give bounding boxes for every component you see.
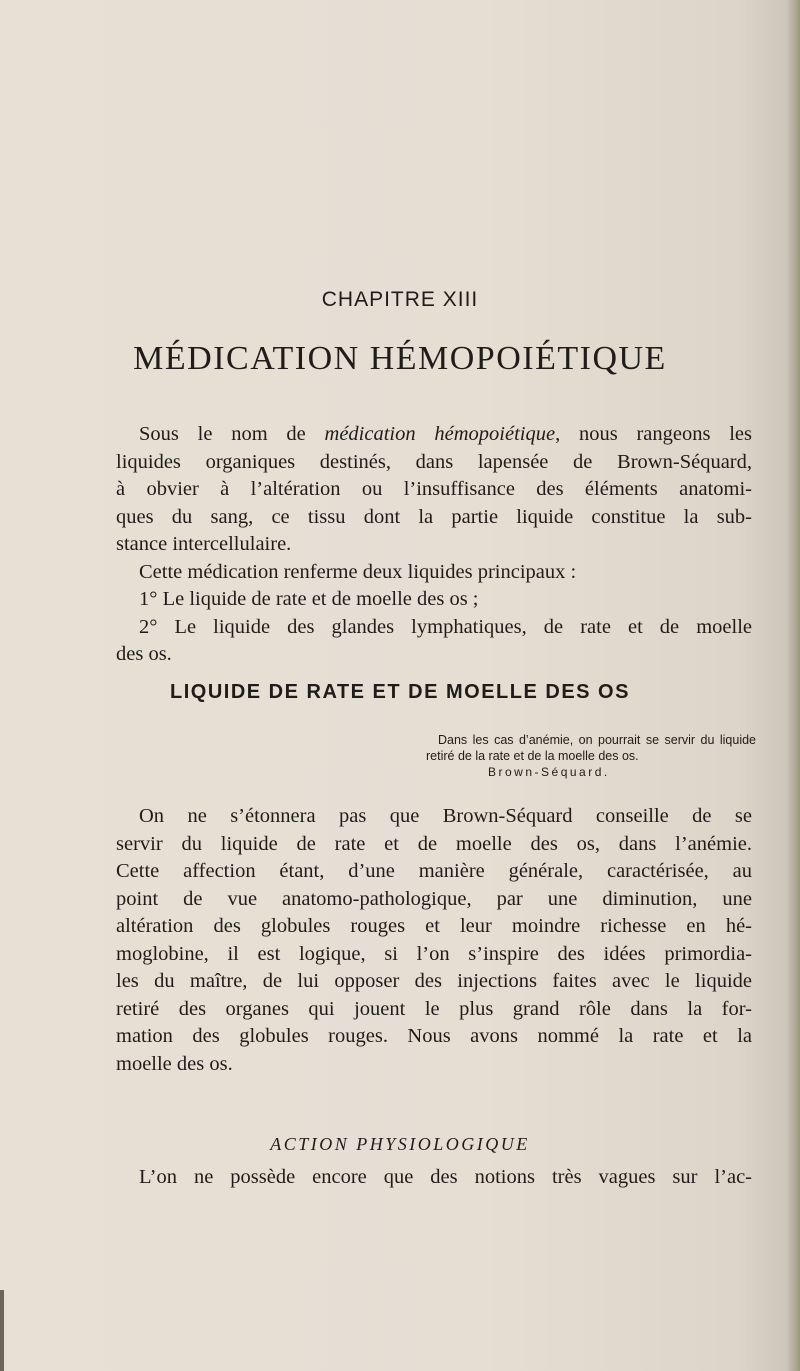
page-edge-mark	[0, 1290, 4, 1371]
body-text-continued	[116, 1164, 752, 1192]
section-title: LIQUIDE DE RATE ET DE MOELLE DES OS	[170, 681, 630, 703]
text-line: altération des globules rouges et leur moindre richesse en hé-	[116, 915, 752, 937]
list-item-1	[116, 586, 752, 614]
text-line: des os.	[116, 643, 172, 665]
text-line: moelle des os.	[116, 1052, 233, 1075]
text-line: Cette médication renferme deux liquides principaux :	[139, 560, 577, 583]
text-line: servir du liquide de rate et de moelle des os, dans l’anémie.	[116, 832, 752, 855]
epigraph	[426, 733, 756, 781]
text-line: L’on ne possède encore que des notions très vagues sur l’ac-	[139, 1166, 752, 1188]
text-line: mation des globules rouges. Nous avons nommé la rate et la	[116, 1025, 752, 1047]
text-line: à obvier à l’altération ou l’insuffisance des éléments anatomi-	[116, 478, 752, 500]
body-paragraph	[116, 1164, 752, 1192]
epigraph-quote: Dans les cas d’anémie, on pourrait se servir du liquide retiré de la rate et de la moelle des os.	[426, 733, 756, 763]
intro-paragraph	[116, 421, 752, 559]
text-line: 1° Le liquide de rate et de moelle des os ;	[139, 588, 479, 610]
text-line: 2° Le liquide des glandes lymphatiques, de rate et de moelle	[139, 615, 752, 638]
intro-paragraph-2	[116, 559, 752, 587]
text-line: Sous le nom de médication hémopoiétique, nous rangeons les	[139, 423, 752, 445]
body-paragraph	[116, 803, 752, 1078]
text-line: On ne s’étonnera pas que Brown-Séquard conseille de se	[139, 805, 752, 827]
subsection-title: ACTION PHYSIOLOGIQUE	[270, 1134, 530, 1154]
text-line: stance intercellulaire.	[116, 533, 292, 555]
text-line: ques du sang, ce tissu dont la partie liquide constitue la sub-	[116, 505, 752, 528]
text-line: Cette affection étant, d’une manière générale, caractérisée, au	[116, 860, 752, 882]
intro-text	[116, 421, 752, 669]
epigraph-author: Brown-Séquard.	[488, 765, 610, 779]
text-line: liquides organiques destinés, dans lapensée de Brown-Séquard,	[116, 450, 752, 473]
text-line: point de vue anatomo-pathologique, par une diminution, une	[116, 887, 752, 910]
text-line: retiré des organes qui jouent le plus grand rôle dans la for-	[116, 997, 752, 1020]
list-item-2	[116, 614, 752, 669]
text-line: moglobine, il est logique, si l’on s’inspire des idées primordia-	[116, 942, 752, 965]
chapter-label: CHAPITRE XIII	[321, 288, 479, 311]
chapter-title: MÉDICATION HÉMOPOIÉTIQUE	[133, 340, 667, 377]
body-text	[116, 803, 752, 1078]
text-line: les du maître, de lui opposer des injections faites avec le liquide	[116, 970, 752, 992]
